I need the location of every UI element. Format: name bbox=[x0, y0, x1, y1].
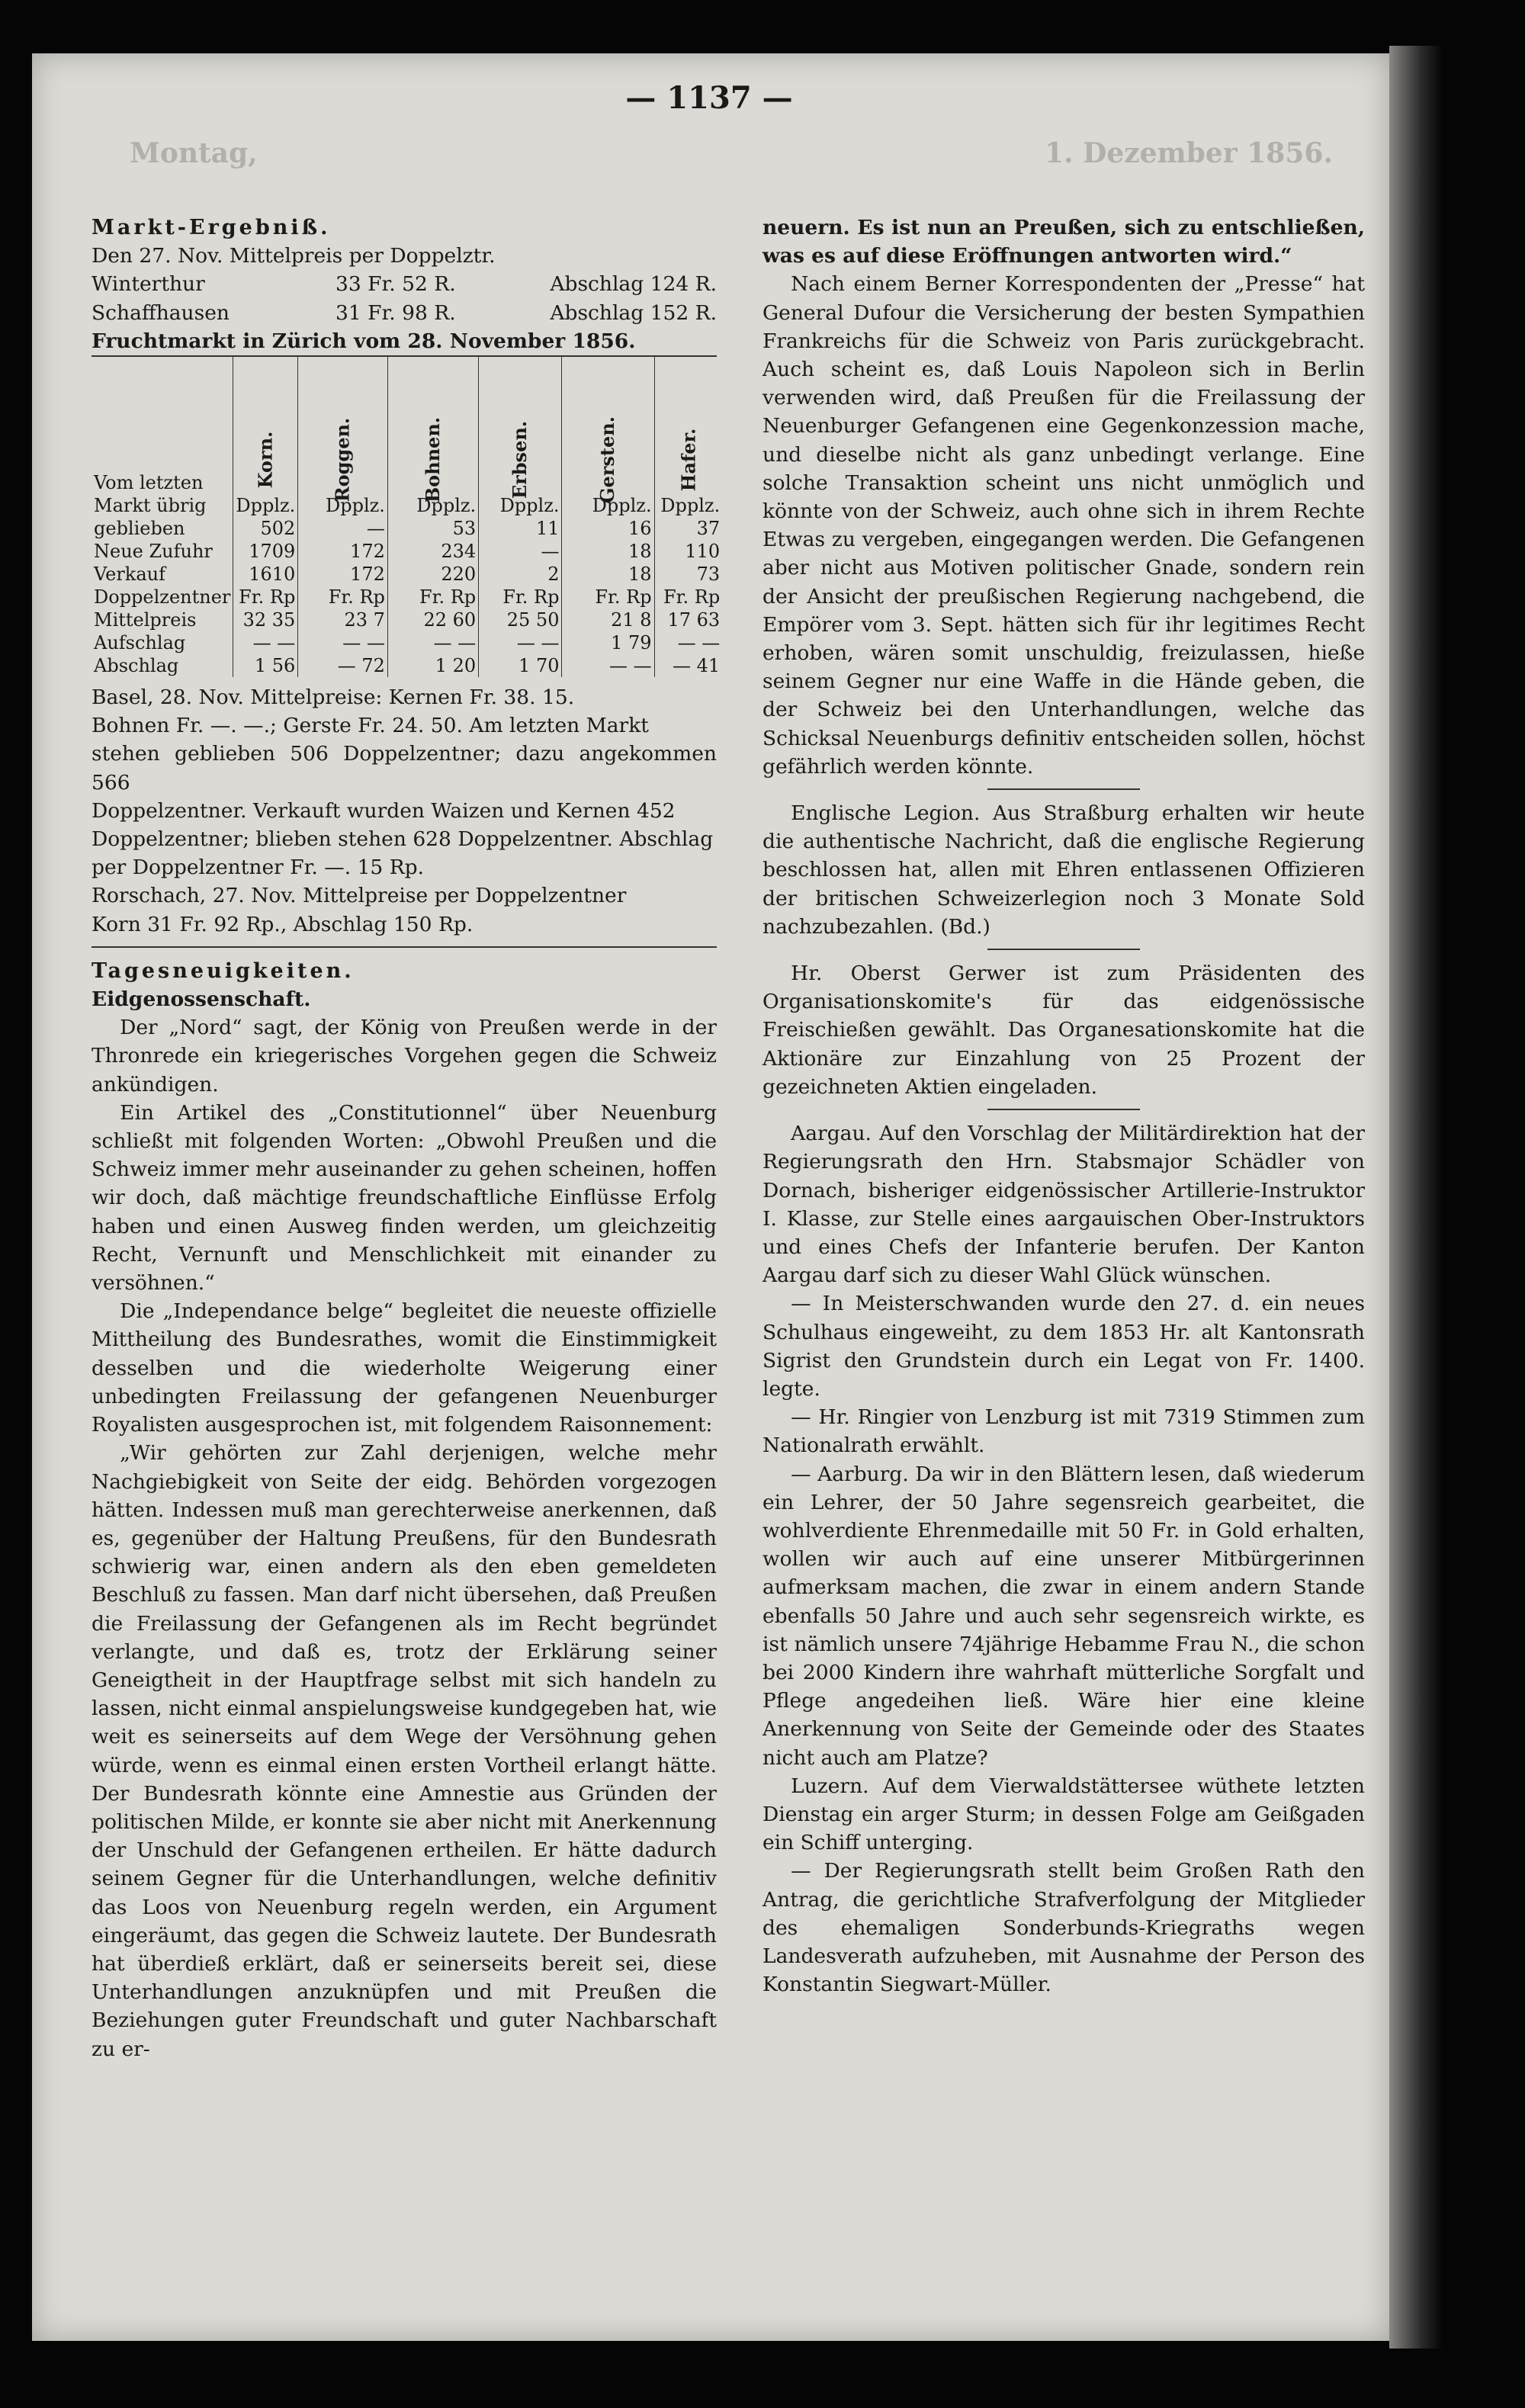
table-cell: 1 56 bbox=[233, 654, 298, 677]
basel-line: Doppelzentner. Verkauft wurden Waizen und Kernen 452 bbox=[92, 798, 676, 823]
grain-header: Erbsen. bbox=[479, 357, 562, 471]
zurich-title: Fruchtmarkt in Zürich vom 28. November 1856. bbox=[92, 327, 717, 357]
markt-city: Winterthur bbox=[92, 272, 205, 297]
table-cell: Fr. Rp bbox=[654, 586, 722, 608]
table-cell: — bbox=[298, 517, 388, 540]
bleed-through-right: 1. Dezember 1856. bbox=[1045, 137, 1333, 169]
markt-change: Abschlag 152 R. bbox=[550, 300, 717, 325]
table-cell: 110 bbox=[654, 540, 722, 563]
section-rule bbox=[987, 949, 1140, 950]
table-cell: — — bbox=[387, 631, 478, 654]
markt-title: Markt-Ergebniß. bbox=[92, 216, 331, 239]
table-cell: 32 35 bbox=[233, 608, 298, 631]
news-paragraph: — Hr. Ringier von Lenzburg ist mit 7319 Stimmen zum Nationalrath erwählt. bbox=[762, 1405, 1365, 1458]
news-paragraph: — Aarburg. Da wir in den Blättern lesen, daß wiederum ein Lehrer, der 50 Jahre segensreich gearbeitet, die wohlverdiente Ehrenmedaille mit 50 Fr. in Gold erhalten, wollen wir auch auf eine unserer Mitbürgerinnen aufmerksam machen, die zwar in einem andern Stande ebenfalls 50 Jahre und auch sehr segensreich wirkte, es ist nämlich unsere 74jährige Hebamme Frau N., die schon bei 2000 Kindern ihre wahrhaft mütterliche Sorgfalt und Pflege angedeihen ließ. Wäre hier eine kleine Anerkennung von Seite der Gemeinde oder des Staates nicht auch am Platze? bbox=[762, 1462, 1365, 1770]
table-row bbox=[92, 654, 722, 677]
news-paragraph: — Der Regierungsrath stellt beim Großen Rath den Antrag, die gerichtliche Strafverfolgung der Mitglieder des ehemaligen Sonderbunds-Kriegraths wegen Landesverath aufzuheben, mit Ausnahme der Person des Konstantin Siegwart-Müller. bbox=[762, 1859, 1365, 1997]
table-cell: Dpplz. bbox=[479, 494, 562, 517]
row-label: Vom letzten bbox=[94, 472, 204, 494]
table-row bbox=[92, 563, 722, 586]
news-paragraph: Der „Nord“ sagt, der König von Preußen werde in der Thronrede ein kriegerisches Vorgehen gegen die Schweiz ankündigen. bbox=[92, 1016, 717, 1096]
table-cell: 73 bbox=[654, 563, 722, 586]
table-cell: 17 63 bbox=[654, 608, 722, 631]
news-paragraph: Englische Legion. Aus Straßburg erhalten wir heute die authentische Nachricht, daß die englische Regierung beschlossen hat, allen mit Ehren entlassenen Offizieren der britischen Schweizerlegion noch 3 Monate Sold nachzubezahlen. (Bd.) bbox=[762, 801, 1365, 939]
table-cell: — — bbox=[233, 631, 298, 654]
table-cell: Fr. Rp bbox=[298, 586, 388, 608]
news-paragraph: Die „Independance belge“ begleitet die neueste offizielle Mittheilung des Bundesrathes, womit die Einstimmigkeit desselben und die wiederholte Weigerung einer unbedingten Freilassung der gefangenen Neuenburger Royalisten ausgesprochen ist, mit folgendem Raisonnement: bbox=[92, 1299, 717, 1437]
table-cell: 172 bbox=[298, 540, 388, 563]
section-heading: Eidgenossenschaft. bbox=[92, 987, 311, 1012]
news-paragraph: Ein Artikel des „Constitutionnel“ über Neuenburg schließt mit folgenden Worten: „Obwohl Preußen und die Schweiz immer mehr auseinander zu gehen scheinen, hoffen wir doch, daß mächtige freundschaftliche Einflüsse Erfolg haben und einen Ausweg finden werden, um gleichzeitig Recht, Vernunft und Menschlichkeit mit einander zu versöhnen.“ bbox=[92, 1100, 717, 1296]
table-cell: 1 70 bbox=[479, 654, 562, 677]
table-cell: 18 bbox=[562, 540, 654, 563]
table-cell: Dpplz. bbox=[233, 494, 298, 517]
table-cell: Fr. Rp bbox=[479, 586, 562, 608]
table-cell: Dpplz. bbox=[654, 494, 722, 517]
rorschach-line: Rorschach, 27. Nov. Mittelpreise per Doppelzentner bbox=[92, 884, 627, 908]
row-label: Doppelzentner bbox=[94, 586, 231, 608]
table-cell: 25 50 bbox=[479, 608, 562, 631]
section-rule bbox=[987, 1109, 1140, 1110]
row-label: Verkauf bbox=[94, 563, 165, 586]
table-cell: Fr. Rp bbox=[233, 586, 298, 608]
grain-header: Roggen. bbox=[298, 357, 388, 471]
row-label: Neue Zufuhr bbox=[94, 541, 213, 563]
table-cell: 234 bbox=[387, 540, 478, 563]
news-paragraph: Nach einem Berner Korrespondenten der „Presse“ hat General Dufour die Versicherung der besten Sympathien Frankreichs für die Schweiz von Paris zurückgebracht. Auch scheint es, daß Louis Napoleon sich in Berlin verwenden wird, daß Preußen für die Freilassung der Neuenburger Gefangenen eine Gegenkonzession mache, und dieselbe nicht als ganz unbedingt verlange. Eine solche Transaktion scheint uns nicht unmöglich und könnte von der Schweiz, auch ohne sich in ihrem Rechte Etwas zu vergeben, eingegangen werden. Die Gefangenen aber nicht aus Motiven politischer Gnade, sondern rein der Ansicht der preußischen Regierung nachgebend, die Empörer vom 3. Sept. hätten sich für ihr legitimes Recht erhoben, wären somit unschuldig, freizulassen, hieße seinem Gegner nur eine Waffe in die Hände geben, die der Schweiz bei den Unterhandlungen, welche das Schicksal Neuenburgs definitiv entscheiden sollen, höchst gefährlich werden könnte. bbox=[762, 272, 1365, 779]
section-rule bbox=[987, 788, 1140, 790]
table-cell: 1709 bbox=[233, 540, 298, 563]
markt-row bbox=[92, 270, 717, 298]
table-cell: 18 bbox=[562, 563, 654, 586]
table-cell: 1610 bbox=[233, 563, 298, 586]
markt-change: Abschlag 124 R. bbox=[550, 272, 717, 297]
table-cell: — bbox=[479, 540, 562, 563]
row-label: Mittelpreis bbox=[94, 609, 197, 631]
table-row bbox=[92, 608, 722, 631]
markt-row bbox=[92, 299, 717, 327]
section-rule bbox=[92, 946, 717, 948]
table-cell: Dpplz. bbox=[298, 494, 388, 517]
grain-header: Hafer. bbox=[654, 357, 722, 471]
basel-line: stehen geblieben 506 Doppelzentner; dazu angekommen 566 bbox=[92, 742, 717, 795]
table-row bbox=[92, 471, 722, 494]
table-cell: 11 bbox=[479, 517, 562, 540]
news-paragraph: Luzern. Auf dem Vierwaldstättersee wüthete letzten Dienstag ein arger Sturm; in dessen Folge am Geißgaden ein Schiff unterging. bbox=[762, 1774, 1365, 1855]
table-row bbox=[92, 540, 722, 563]
basel-report bbox=[92, 683, 717, 939]
table-cell: 23 7 bbox=[298, 608, 388, 631]
grain-header: Korn. bbox=[233, 357, 298, 471]
table-cell: Dpplz. bbox=[387, 494, 478, 517]
table-cell: — — bbox=[654, 631, 722, 654]
news-paragraph: neuern. Es ist nun an Preußen, sich zu entschließen, was es auf diese Eröffnungen antworten wird.“ bbox=[762, 216, 1365, 268]
basel-line: Doppelzentner; blieben stehen 628 Doppelzentner. Abschlag bbox=[92, 827, 714, 852]
news-title: Tagesneuigkeiten. bbox=[92, 958, 355, 983]
right-column bbox=[762, 214, 1365, 1999]
table-cell: — — bbox=[298, 631, 388, 654]
grain-header: Gersten. bbox=[562, 357, 654, 471]
table-row bbox=[92, 517, 722, 540]
grain-table bbox=[92, 357, 722, 677]
table-row bbox=[92, 586, 722, 608]
table-cell: 53 bbox=[387, 517, 478, 540]
table-cell: Fr. Rp bbox=[387, 586, 478, 608]
left-column bbox=[92, 214, 721, 2063]
row-label: Abschlag bbox=[94, 655, 179, 677]
table-cell: — — bbox=[479, 631, 562, 654]
table-row bbox=[92, 631, 722, 654]
markt-subtitle: Den 27. Nov. Mittelpreis per Doppelztr. bbox=[92, 244, 496, 268]
table-cell: Fr. Rp bbox=[562, 586, 654, 608]
table-cell: 37 bbox=[654, 517, 722, 540]
page-number: — 1137 — bbox=[625, 80, 793, 116]
table-cell: 172 bbox=[298, 563, 388, 586]
table-cell: — — bbox=[562, 654, 654, 677]
news-paragraph: Hr. Oberst Gerwer ist zum Präsidenten des Organisationskomite's für das eidgenössische Freischießen gewählt. Das Organesationskomite hat die Aktionäre zur Einzahlung von 25 Prozent der gezeichneten Aktien eingeladen. bbox=[762, 962, 1365, 1099]
grain-header: Bohnen. bbox=[387, 357, 478, 471]
row-label: geblieben bbox=[94, 518, 185, 540]
table-cell: 16 bbox=[562, 517, 654, 540]
table-cell: Dpplz. bbox=[562, 494, 654, 517]
grain-body bbox=[92, 471, 722, 677]
table-cell: 21 8 bbox=[562, 608, 654, 631]
table-cell: — 72 bbox=[298, 654, 388, 677]
markt-city: Schaffhausen bbox=[92, 300, 230, 325]
row-label: Aufschlag bbox=[94, 632, 186, 654]
news-paragraph: — In Meisterschwanden wurde den 27. d. ein neues Schulhaus eingeweiht, zu dem 1853 Hr. alt Kantonsrath Sigrist den Grundstein durch ein Legat von Fr. 1400. legte. bbox=[762, 1292, 1365, 1401]
news-paragraph: „Wir gehörten zur Zahl derjenigen, welche mehr Nachgiebigkeit von Seite der eidg. Behörden vorgezogen hätten. Indessen muß man gerechterweise anerkennen, daß es, gegenüber der Haltung Preußens, für den Bundesrath schwierig war, einen andern als den eben gemeldeten Beschluß zu fassen. Man darf nicht übersehen, daß Preußen die Freilassung der Gefangenen als im Recht begründet verlangte, und daß es, trotz der Erklärung seiner Geneigtheit in der Hauptfrage selbst mit sich handeln zu lassen, nicht einmal anspielungsweise kundgegeben hat, wie weit es seinerseits auf dem Wege der Versöhnung gehen würde, wenn es einmal einen ersten Vortheil erlangt hätte. Der Bundesrath könnte eine Amnestie aus Gründen der politischen Milde, er konnte sie aber nicht mit Anerkennung der Unschuld der Gefangenen ertheilen. Er hätte dadurch seinem Gegner für die Unterhandlungen, welche definitiv das Loos von Neuenburg regeln werden, ein Argument eingeräumt, das gegen die Schweiz lautete. Der Bundesrath hat überdieß erklärt, daß er seinerseits bereit sei, diese Unterhandlungen anzuknüpfen und mit Preußen die Beziehungen guter Freundschaft und guter Nachbarschaft zu er- bbox=[92, 1441, 717, 2061]
markt-price: 31 Fr. 98 R. bbox=[336, 300, 456, 325]
bleed-through-left: Montag, bbox=[130, 137, 258, 169]
table-row bbox=[92, 494, 722, 517]
news-paragraph: Aargau. Auf den Vorschlag der Militärdirektion hat der Regierungsrath den Hrn. Stabsmajor Schädler von Dornach, bisheriger eidgenössischer Artillerie-Instruktor I. Klasse, zur Stelle eines aargauischen Ober-Instruktors und eines Chefs der Infanterie berufen. Der Kanton Aargau darf sich zu dieser Wahl Glück wünschen. bbox=[762, 1122, 1365, 1288]
page-edge bbox=[1389, 46, 1443, 2349]
table-cell: 220 bbox=[387, 563, 478, 586]
table-cell: — 41 bbox=[654, 654, 722, 677]
row-label: Markt übrig bbox=[94, 495, 207, 517]
rorschach-line: Korn 31 Fr. 92 Rp., Abschlag 150 Rp. bbox=[92, 912, 474, 936]
grain-header-row bbox=[92, 357, 722, 471]
table-cell: 2 bbox=[479, 563, 562, 586]
basel-line: Basel, 28. Nov. Mittelpreise: Kernen Fr. 38. 15. bbox=[92, 685, 575, 710]
basel-line: Bohnen Fr. —. —.; Gerste Fr. 24. 50. Am letzten Markt bbox=[92, 714, 649, 738]
table-cell: 502 bbox=[233, 517, 298, 540]
table-cell: 1 20 bbox=[387, 654, 478, 677]
markt-price: 33 Fr. 52 R. bbox=[336, 272, 456, 297]
table-cell: 1 79 bbox=[562, 631, 654, 654]
basel-line: per Doppelzentner Fr. —. 15 Rp. bbox=[92, 856, 425, 880]
table-cell: 22 60 bbox=[387, 608, 478, 631]
